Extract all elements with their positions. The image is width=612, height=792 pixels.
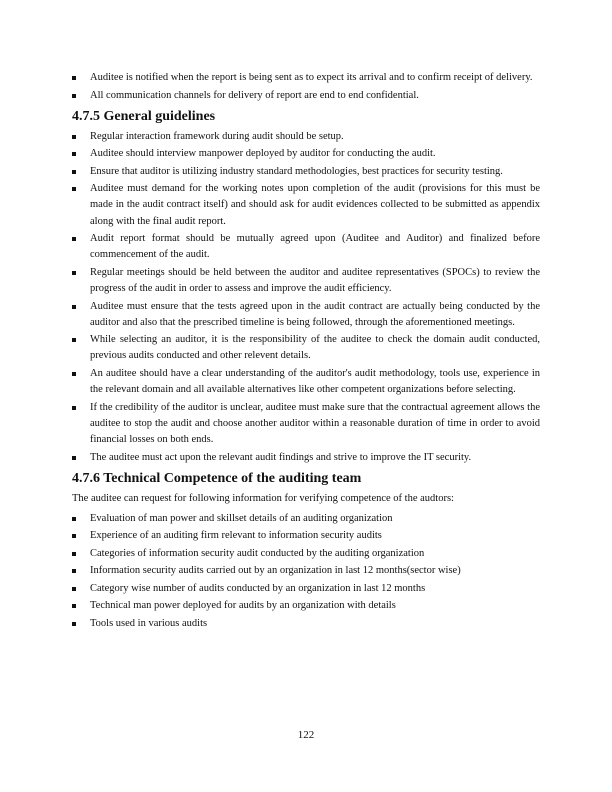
technical-competence-list bbox=[72, 511, 540, 632]
list-item bbox=[72, 616, 540, 632]
list-item bbox=[72, 231, 540, 263]
document-page bbox=[72, 70, 540, 633]
list-item-text: Audit report format should be mutually agreed upon (Auditee and Auditor) and finalized before commencement of the audit. bbox=[90, 233, 540, 261]
bullet-icon bbox=[72, 305, 76, 309]
list-item-text: An auditee should have a clear understanding of the auditor's audit methodology, tools use, experience in the relevant domain and all available alternatives like other competent organizations before selecting. bbox=[90, 367, 540, 396]
list-item-text: Auditee must ensure that the tests agreed upon in the audit contract are actually being conducted by the auditor and also that the prescribed timeline is being followed, through the aforementioned meetings. bbox=[90, 300, 540, 328]
bullet-icon bbox=[72, 517, 76, 521]
bullet-icon bbox=[72, 338, 76, 342]
list-item-text: While selecting an auditor, it is the responsibility of the auditee to check the domain audit conducted, previous audits conducted and other relevent details. bbox=[90, 334, 540, 362]
bullet-icon bbox=[72, 569, 76, 573]
list-item-text: If the credibility of the auditor is unclear, auditee must make sure that the contractual agreement allows the auditee to stop the audit and choose another auditor within a reasonable duration of time in order to avoid financial losses on both ends. bbox=[90, 401, 540, 446]
list-item bbox=[72, 511, 540, 527]
bullet-icon bbox=[72, 587, 76, 591]
bullet-icon bbox=[72, 372, 76, 376]
bullet-icon bbox=[72, 552, 76, 556]
list-item bbox=[72, 528, 540, 544]
list-item bbox=[72, 265, 540, 297]
list-item-text: Categories of information security audit conducted by the auditing organization bbox=[90, 547, 425, 559]
list-item bbox=[72, 129, 540, 145]
bullet-icon bbox=[72, 406, 76, 410]
list-item bbox=[72, 563, 540, 579]
list-item-text: Ensure that auditor is utilizing industry standard methodologies, best practices for security testing. bbox=[90, 165, 503, 177]
list-item-text: Experience of an auditing firm relevant to information security audits bbox=[90, 530, 382, 542]
list-item-text: Auditee is notified when the report is being sent as to expect its arrival and to confirm receipt of delivery. bbox=[90, 72, 533, 83]
list-item bbox=[72, 88, 540, 104]
list-item-text: Technical man power deployed for audits by an organization with details bbox=[90, 600, 396, 612]
bullet-icon bbox=[72, 237, 76, 241]
section-intro-text: The auditee can request for following information for verifying competence of the audtors: bbox=[72, 492, 454, 504]
list-item-text: Information security audits carried out by an organization in last 12 months(sector wise) bbox=[90, 565, 461, 577]
list-item bbox=[72, 299, 540, 331]
top-bullet-list bbox=[72, 70, 540, 104]
list-item-text: Tools used in various audits bbox=[90, 617, 208, 629]
list-item-text: Evaluation of man power and skillset details of an auditing organization bbox=[90, 512, 393, 524]
bullet-icon bbox=[72, 76, 76, 80]
bullet-icon bbox=[72, 152, 76, 156]
list-item bbox=[72, 332, 540, 364]
section-heading-technical-competence: 4.7.6 Technical Competence of the auditing team bbox=[72, 470, 362, 486]
list-item bbox=[72, 546, 540, 562]
list-item bbox=[72, 581, 540, 597]
list-item bbox=[72, 400, 540, 449]
list-item bbox=[72, 164, 540, 180]
bullet-icon bbox=[72, 187, 76, 191]
bullet-icon bbox=[72, 271, 76, 275]
list-item-text: All communication channels for delivery of report are end to end confidential. bbox=[90, 89, 419, 101]
list-item-text: Regular meetings should be held between the auditor and auditee representatives (SPOCs) to review the progress of the audit in order to assess and improve the audit efficiency. bbox=[90, 266, 540, 295]
section-heading-general-guidelines: 4.7.5 General guidelines bbox=[72, 108, 216, 124]
list-item bbox=[72, 146, 540, 162]
bullet-icon bbox=[72, 94, 76, 98]
list-item-text: Category wise number of audits conducted by an organization in last 12 months bbox=[90, 582, 426, 594]
page-number: 122 bbox=[297, 729, 315, 741]
list-item-text: Auditee should interview manpower deployed by auditor for conducting the audit. bbox=[90, 148, 436, 160]
list-item-text: The auditee must act upon the relevant audit findings and strive to improve the IT security. bbox=[90, 451, 472, 463]
list-item bbox=[72, 598, 540, 614]
bullet-icon bbox=[72, 456, 76, 460]
bullet-icon bbox=[72, 622, 76, 626]
list-item bbox=[72, 181, 540, 230]
bullet-icon bbox=[72, 604, 76, 608]
bullet-icon bbox=[72, 534, 76, 538]
list-item bbox=[72, 450, 540, 466]
general-guidelines-list bbox=[72, 129, 540, 466]
bullet-icon bbox=[72, 170, 76, 174]
list-item-text: Regular interaction framework during audit should be setup. bbox=[90, 130, 344, 142]
list-item bbox=[72, 70, 540, 86]
list-item-text: Auditee must demand for the working notes upon completion of the audit (provisions for this must be made in the audit contract itself) and should ask for audit evidences collected to be submitted as appendix along with the final audit report. bbox=[90, 183, 540, 227]
list-item bbox=[72, 366, 540, 398]
bullet-icon bbox=[72, 135, 76, 139]
